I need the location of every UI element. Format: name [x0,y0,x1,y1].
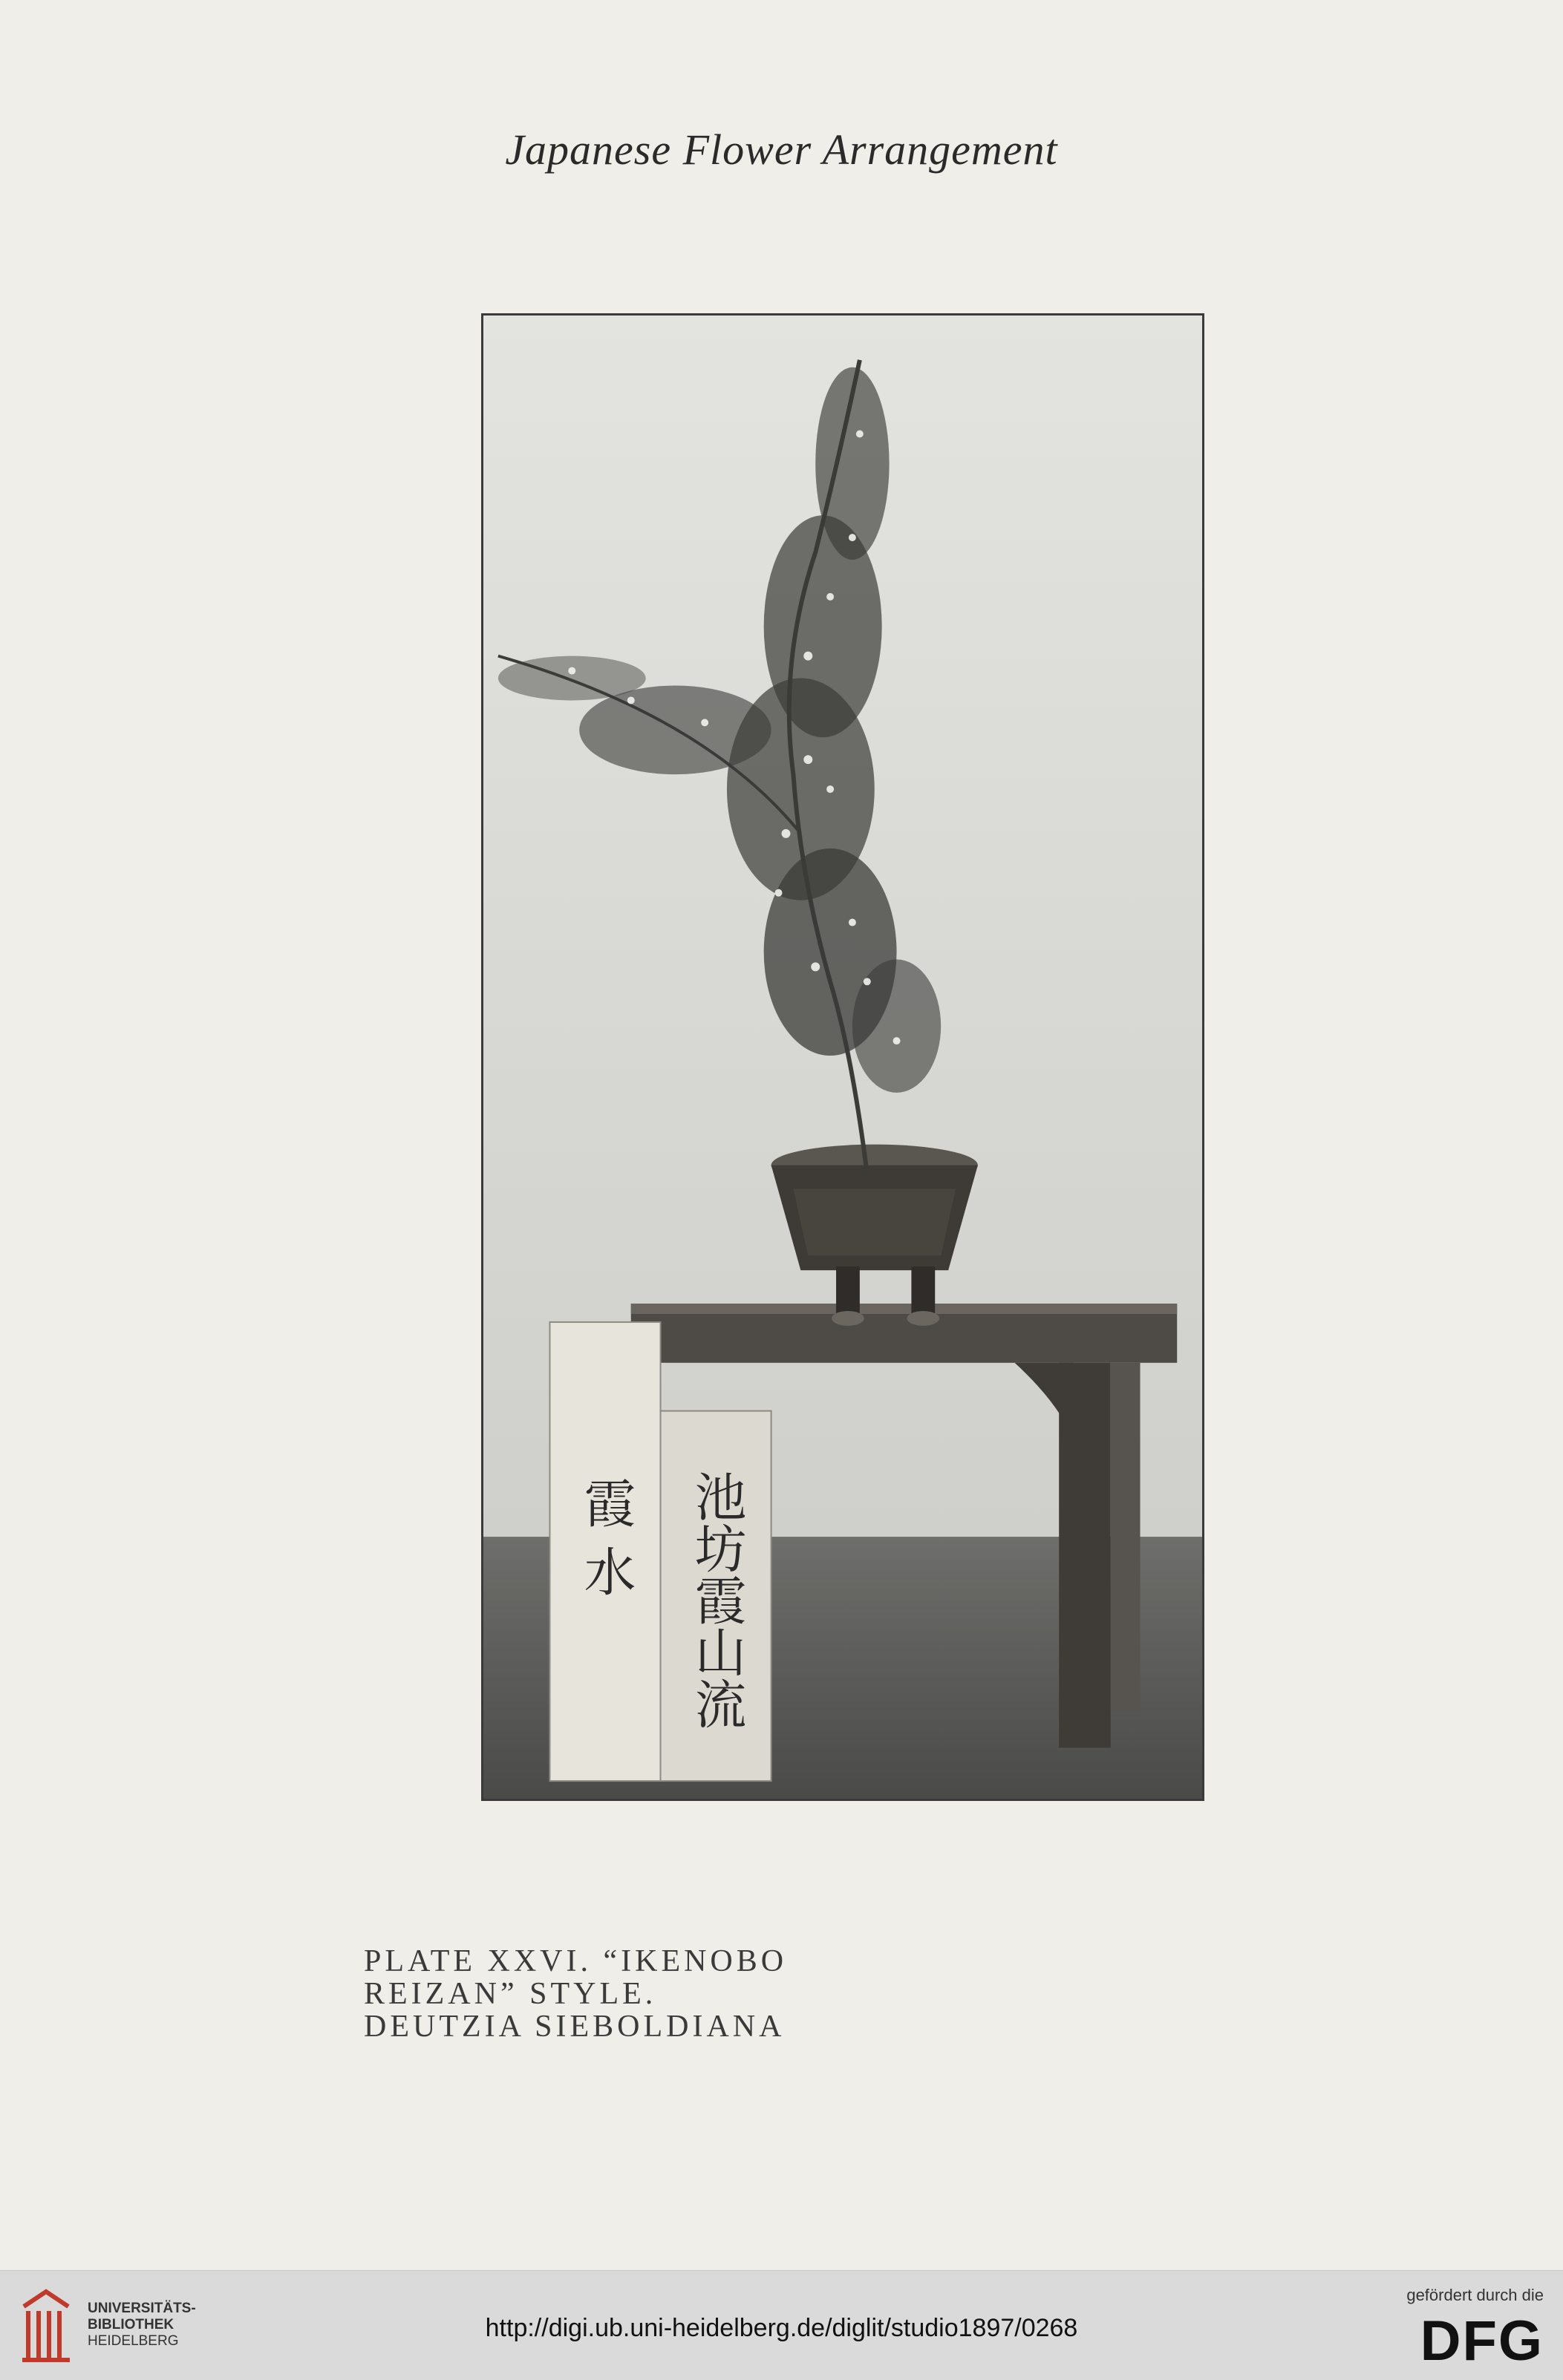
library-line-1: UNIVERSITÄTS- [88,2301,196,2316]
dfg-logo: DFG [1420,2309,1544,2373]
caption-line-2: REIZAN” STYLE. [364,1977,657,2011]
page-header: Japanese Flower Arrangement [505,125,1058,174]
footer-bar [0,2270,1563,2380]
card-left-text: 霞 水 [575,1477,636,1597]
library-line-2: BIBLIOTHEK [88,2317,174,2332]
card-right-text: 池坊霞山流 [685,1470,746,1730]
ikebana-photo [483,316,1202,1799]
permalink-url[interactable]: http://digi.ub.uni-heidelberg.de/diglit/studio1897/0268 [485,2314,1078,2342]
funding-label: gefördert durch die [1406,2286,1544,2304]
caption-line-3: DEUTZIA SIEBOLDIANA [364,2010,786,2044]
caption-line-1: PLATE XXVI. “IKENOBO [364,1944,788,1978]
library-line-3: HEIDELBERG [88,2333,179,2349]
plate-photograph [481,313,1204,1801]
plate-caption [364,1945,787,2043]
